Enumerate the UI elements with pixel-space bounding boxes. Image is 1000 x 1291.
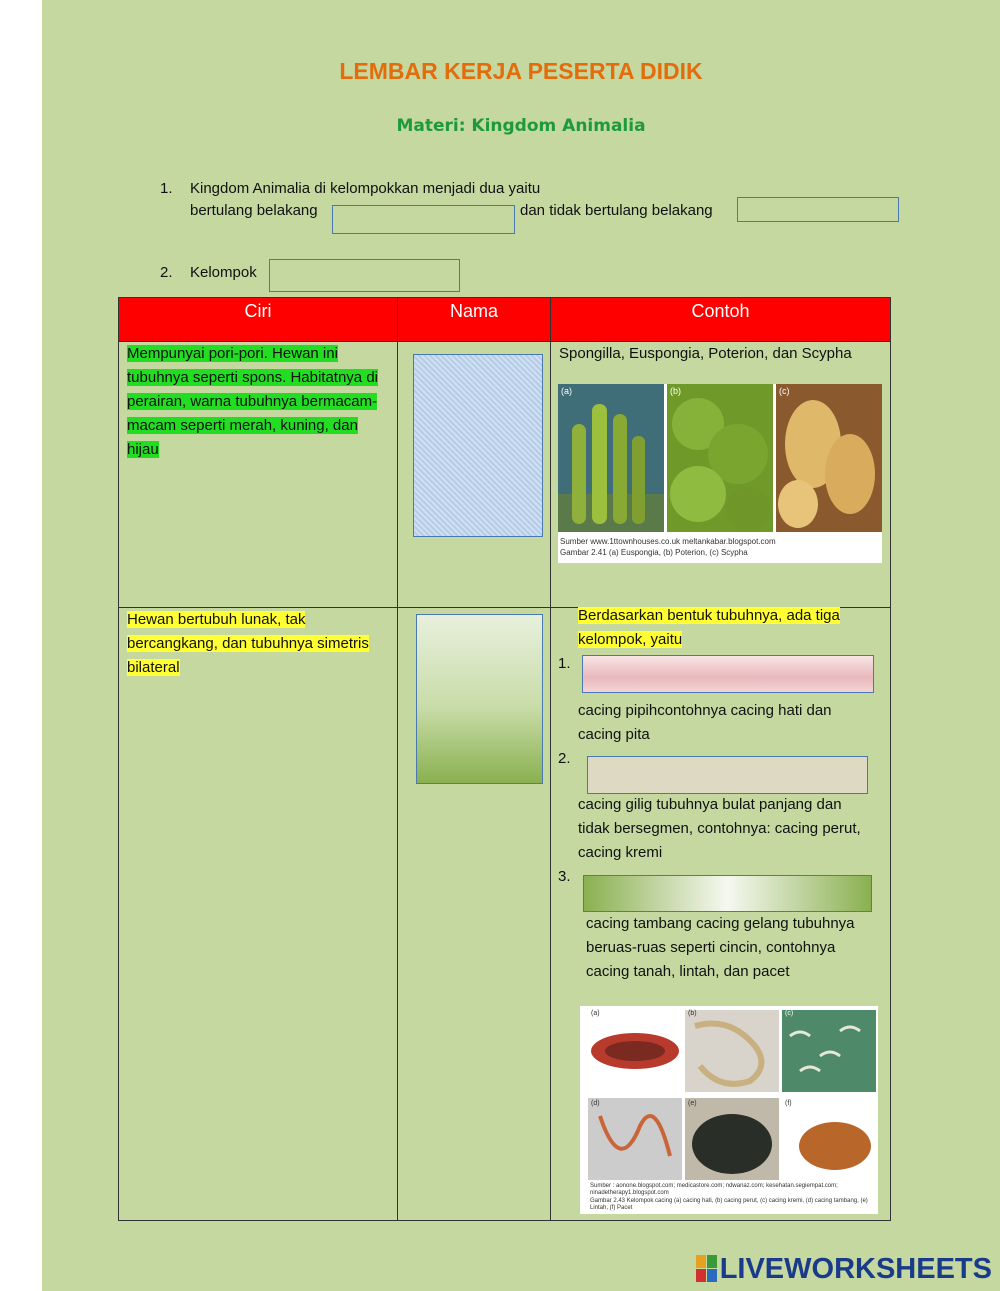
brand-text: LIVEWORKSHEETS [719,1252,992,1285]
worm-caption: Gambar 2.43 Kelompok cacing (a) cacing hati, (b) cacing perut, (c) cacing kremi, (d) cacing tambang, (e) Lintah, (f) Pacet [590,1198,868,1211]
row2-intro [578,604,868,652]
header-ciri: Ciri [119,298,398,342]
table-header-row [119,298,891,342]
sponge-photo [558,384,882,563]
worm-caption-source: Sumber : aonone.blogspot.com; medicastore.com; ndwanaz.com; kesehatan.segiempat.com; ninadetherapy1.blogspot.com [590,1183,838,1196]
q1-text-line2a: bertulang belakang [190,202,318,219]
row2-intro-text: Berdasarkan bentuk tubuhnya, ada tiga kelompok, yaitu [578,607,840,648]
item3-number: 3. [558,868,571,885]
brand-mark-icon [696,1255,718,1283]
row2-nama-field[interactable] [416,614,543,784]
sponge-caption-source: Sumber www.1ttownhouses.co.uk meltankabar.blogspot.com [560,537,776,546]
item2-answer-field[interactable] [587,756,868,794]
item1-number: 1. [558,655,571,672]
q1-answer1-field[interactable] [332,205,515,234]
sponge-caption: Gambar 2.41 (a) Euspongia, (b) Poterion, (c) Scypha [560,548,748,557]
row2-ciri-text: Hewan bertubuh lunak, tak bercangkang, dan tubuhnya simetris bilateral [127,611,369,676]
worm-label-f: (f) [785,1100,792,1107]
row1-ciri-cell [119,342,398,608]
sponge-label-b: (b) [670,386,681,396]
item2-text: cacing gilig tubuhnya bulat panjang dan tidak bersegmen, contohnya: cacing perut, cacing kremi [578,796,861,861]
worm-label-b: (b) [688,1010,697,1017]
item1-text: cacing pipihcontohnya cacing hati dan cacing pita [578,702,832,743]
q1-text-line2b: dan tidak bertulang belakang [520,202,713,219]
worm-label-a: (a) [591,1010,600,1017]
item1-answer-field[interactable] [582,655,874,693]
row1-ciri-text: Mempunyai pori-pori. Hewan ini tubuhnya seperti spons. Habitatnya di perairan, warna tubuhnya bermacam-macam seperti merah, kuning, dan hijau [127,345,378,458]
sponge-label-a: (a) [561,386,572,396]
q1-answer2-field[interactable] [737,197,899,222]
q2-label: Kelompok [190,264,257,281]
worksheet-page [42,0,1000,1291]
q1-text-line1: Kingdom Animalia di kelompokkan menjadi dua yaitu [190,180,541,197]
row1-nama-field[interactable] [413,354,543,537]
worm-label-c: (c) [785,1010,794,1017]
page-title: LEMBAR KERJA PESERTA DIDIK [339,58,703,84]
sponge-label-c: (c) [779,386,790,396]
worm-photo [580,1006,878,1214]
q2-answer-field[interactable] [269,259,460,292]
item3-answer-field[interactable] [583,875,872,912]
q2-number: 2. [160,264,173,281]
row1-contoh-text: Spongilla, Euspongia, Poterion, dan Scypha [559,345,852,362]
item3-text: cacing tambang cacing gelang tubuhnya beruas-ruas seperti cincin, contohnya cacing tanah, lintah, dan pacet [586,915,855,980]
row2-ciri-cell [119,608,398,1221]
item2-number: 2. [558,750,571,767]
worm-label-d: (d) [591,1100,600,1107]
liveworksheets-logo [696,1252,992,1286]
header-contoh: Contoh [551,298,891,342]
header-nama: Nama [398,298,551,342]
page-subtitle: Materi: Kingdom Animalia [396,116,646,136]
q1-number: 1. [160,180,173,197]
worm-label-e: (e) [688,1100,697,1107]
